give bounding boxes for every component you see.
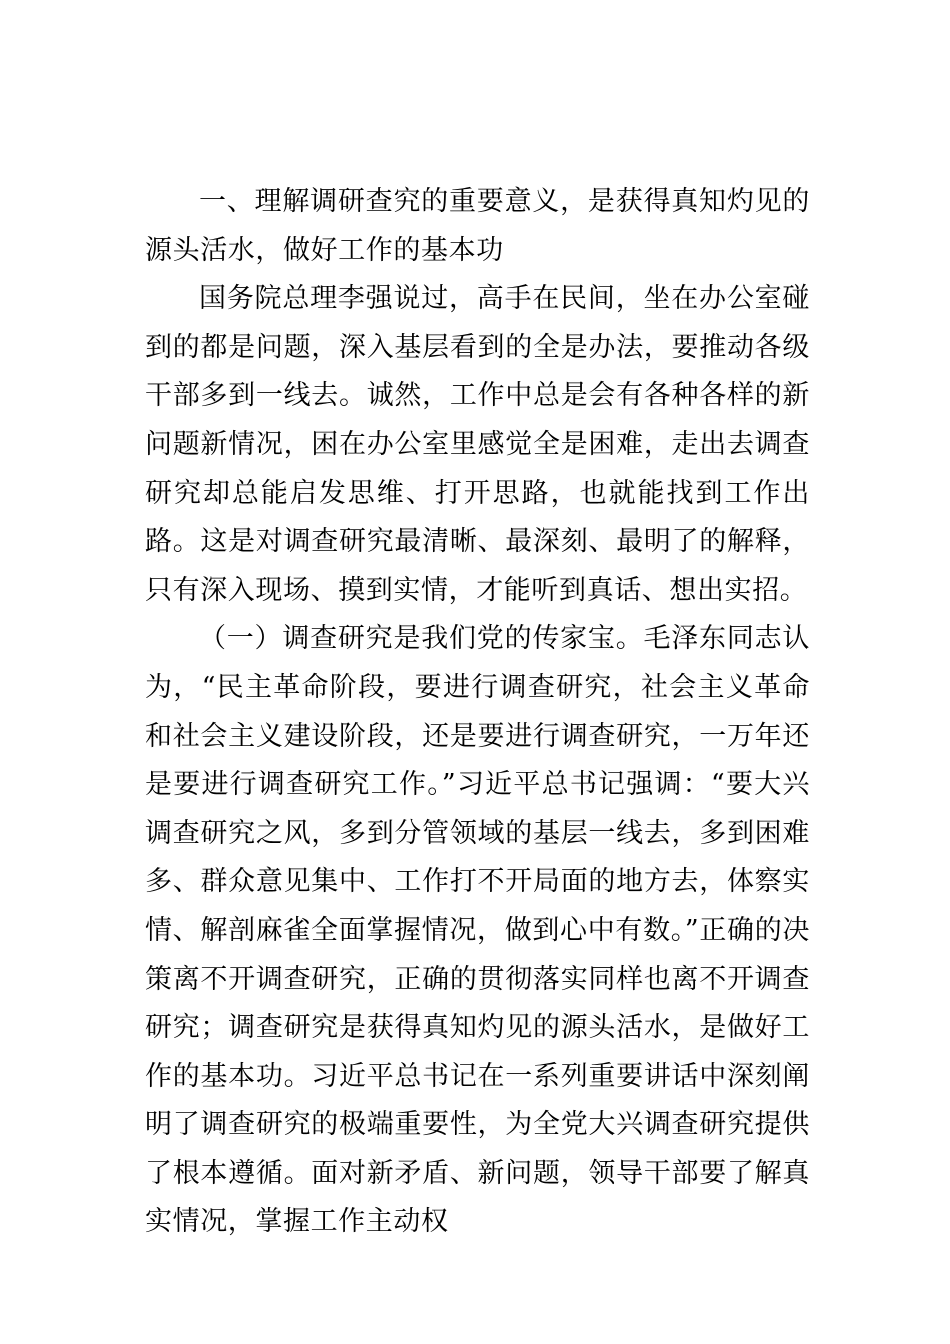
section-heading: 一、理解调研查究的重要意义，是获得真知灼见的源头活水，做好工作的基本功 bbox=[145, 186, 810, 266]
body-paragraph: 国务院总理李强说过，高手在民间，坐在办公室碰到的都是问题，深入基层看到的全是办法，要推动各级干部多到一线去。诚然，工作中总是会有各种各样的新问题新情况，困在办公室里感觉全是困难，走出去调查研究却总能启发思维、打开思路，也就能找到工作出路。这是对调查研究最清晰、最深刻、最明了的解释，只有深入现场、摸到实情，才能听到真话、想出实招。 bbox=[145, 283, 810, 606]
document-body bbox=[145, 178, 810, 1247]
body-paragraph: （一）调查研究是我们党的传家宝。毛泽东同志认为，“民主革命阶段，要进行调查研究，社会主义革命和社会主义建设阶段，还是要进行调查研究，一万年还是要进行调查研究工作。”习近平总书记强调：“要大兴调查研究之风，多到分管领域的基层一线去，多到困难多、群众意见集中、工作打不开局面的地方去，体察实情、解剖麻雀全面掌握情况，做到心中有数。”正确的决策离不开调查研究，正确的贯彻落实同样也离不开调查研究；调查研究是获得真知灼见的源头活水，是做好工作的基本功。习近平总书记在一系列重要讲话中深刻阐明了调查研究的极端重要性，为全党大兴调查研究提供了根本遵循。面对新矛盾、新问题，领导干部要了解真实情况，掌握工作主动权 bbox=[145, 623, 810, 1238]
